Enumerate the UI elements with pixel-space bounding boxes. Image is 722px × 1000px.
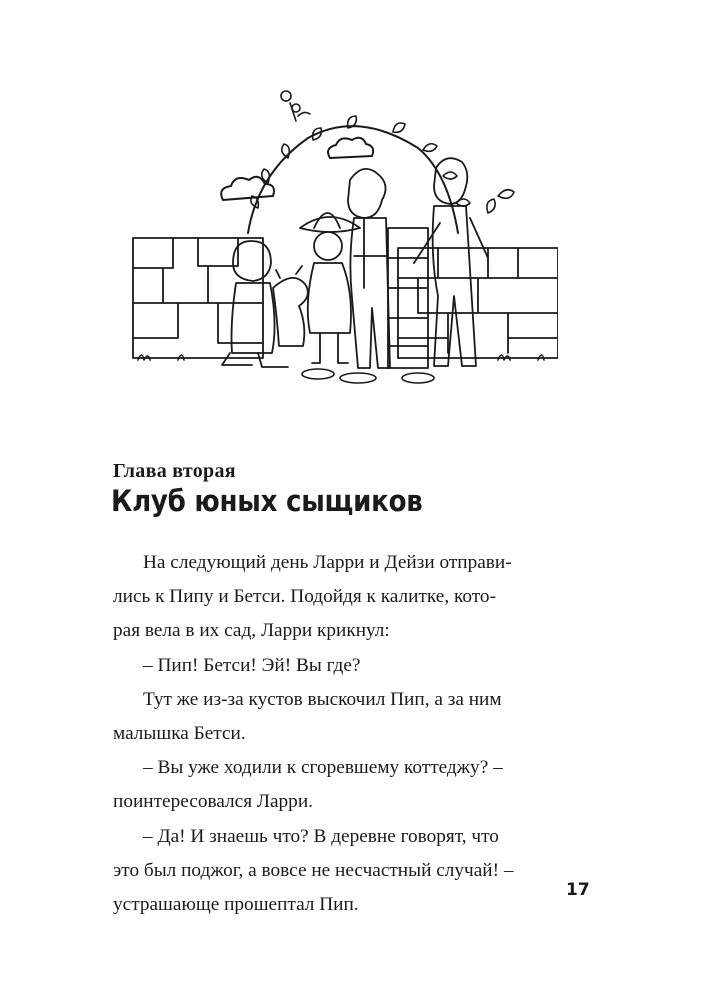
stone-pillar bbox=[388, 228, 428, 368]
chapter-title: Клуб юных сыщиков bbox=[111, 484, 423, 518]
text-line: малышка Бетси. bbox=[113, 722, 246, 744]
text-line: рая вела в их сад, Ларри крикнул: bbox=[113, 620, 390, 642]
text-line: поинтересовался Ларри. bbox=[113, 791, 313, 813]
children-at-stone-wall-illustration bbox=[118, 88, 558, 388]
body-text bbox=[113, 546, 583, 922]
vine-arch bbox=[248, 126, 458, 233]
cloud-right-icon bbox=[328, 138, 373, 158]
stone-wall-left bbox=[133, 238, 263, 358]
text-line: – Пип! Бетси! Эй! Вы где? bbox=[143, 654, 361, 676]
stone-wall-right bbox=[398, 248, 558, 358]
page-number: 17 bbox=[566, 880, 590, 900]
text-line: На следующий день Ларри и Дейзи отправи- bbox=[143, 552, 512, 573]
girl-with-dog-figure bbox=[222, 241, 308, 367]
text-line: устрашающе прошептал Пип. bbox=[113, 893, 359, 915]
ground-stones bbox=[138, 355, 544, 383]
text-line: Тут же из-за кустов выскочил Пип, а за ним bbox=[143, 688, 502, 710]
text-line: – Да! И знаешь что? В деревне говорят, что bbox=[143, 825, 499, 847]
boy-center-figure bbox=[348, 169, 390, 368]
boy-right-figure bbox=[414, 158, 488, 366]
text-line: лись к Пипу и Бетси. Подойдя к калитке, кото- bbox=[113, 586, 496, 608]
cloud-left-icon bbox=[221, 177, 274, 200]
text-line: это был поджог, а вовсе не несчастный случай! – bbox=[113, 859, 514, 881]
chapter-label: Глава вторая bbox=[113, 460, 236, 482]
text-line: – Вы уже ходили к сгоревшему коттеджу? – bbox=[143, 757, 503, 779]
